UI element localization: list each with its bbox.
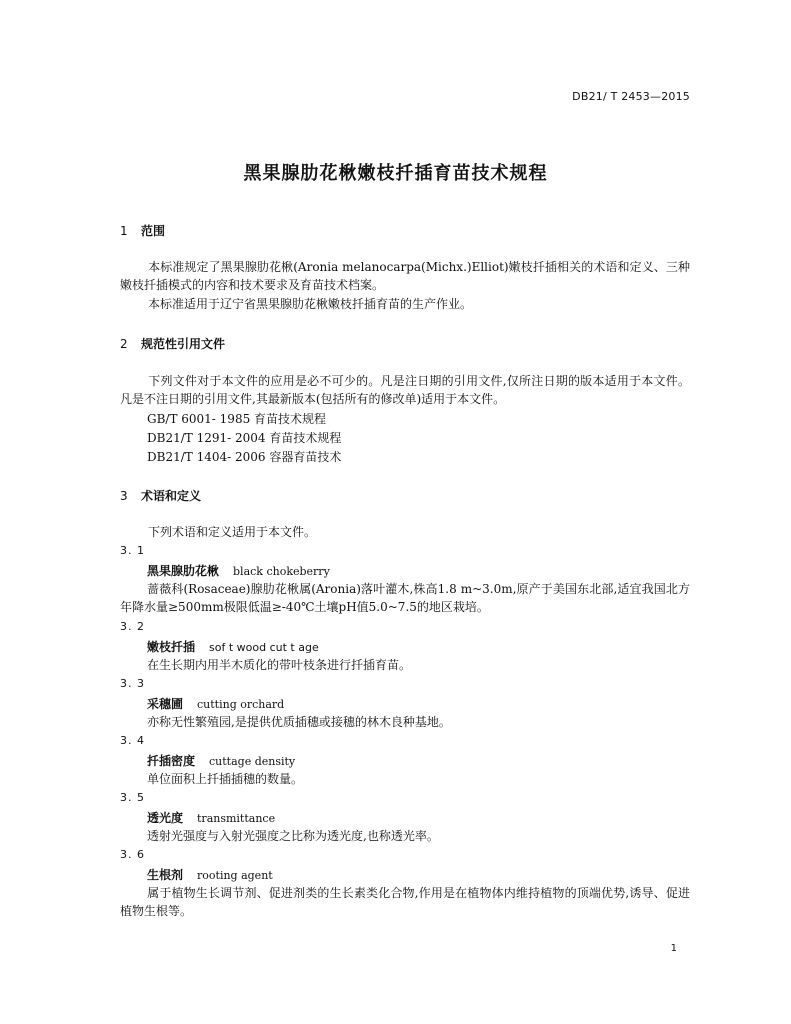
definition-text: 在生长期内用半木质化的带叶枝条进行扦插育苗。	[147, 658, 412, 672]
paragraph-text: 本标准适用于辽宁省黑果腺肋花楸嫩枝扦插育苗的生产作业。	[148, 297, 473, 311]
term-chinese: 嫩枝扦插	[147, 640, 196, 654]
term-english: black chokeberry	[233, 565, 330, 578]
section-number: 2	[120, 337, 128, 351]
term-definition	[120, 827, 690, 845]
section-number: 3	[120, 489, 128, 503]
section-title: 术语和定义	[141, 489, 202, 503]
paragraph-text: 本标准规定了黑果腺肋花楸(Aronia melanocarpa(Michx.)Elliot)嫩枝扦插相关的术语和定义、三种嫩枝扦插模式的内容和技术要求及育苗技术档案。	[120, 260, 690, 292]
term-definition	[120, 580, 690, 616]
paragraph	[120, 258, 690, 294]
term-entry	[147, 638, 319, 655]
term-english: cutting orchard	[197, 698, 285, 711]
term-number: 3. 5	[120, 791, 145, 804]
definition-text: 属于植物生长调节剂、促进剂类的生长素类化合物,作用是在植物体内维持植物的顶端优势,诱导、促进植物生根等。	[120, 886, 690, 918]
term-chinese: 透光度	[147, 811, 184, 825]
paragraph	[120, 523, 690, 541]
section-number: 1	[120, 224, 128, 238]
term-definition	[120, 770, 690, 788]
paragraph	[120, 372, 690, 408]
term-number: 3. 4	[120, 734, 145, 747]
term-definition	[120, 656, 690, 674]
term-chinese: 扦插密度	[147, 754, 196, 768]
term-number: 3. 1	[120, 544, 145, 557]
page-number: 1	[670, 943, 677, 954]
reference-item: DB21/T 1404- 2006 容器育苗技术	[147, 450, 342, 464]
term-english: transmittance	[197, 812, 276, 825]
definition-text: 亦称无性繁殖园,是提供优质插穗或接穗的林木良种基地。	[147, 715, 451, 729]
term-chinese: 黑果腺肋花楸	[147, 564, 220, 578]
paragraph	[120, 295, 690, 313]
term-entry	[147, 752, 295, 769]
definition-text: 透射光强度与入射光强度之比称为透光度,也称透光率。	[147, 829, 439, 843]
term-english: sof t wood cut t age	[209, 641, 319, 654]
paragraph-text: 下列术语和定义适用于本文件。	[148, 525, 317, 539]
section-heading-normative-references	[120, 335, 225, 352]
term-entry	[147, 809, 275, 826]
term-entry	[147, 866, 273, 883]
term-chinese: 生根剂	[147, 868, 184, 882]
paragraph-text: 下列文件对于本文件的应用是必不可少的。凡是注日期的引用文件,仅所注日期的版本适用于本文件。凡是不注日期的引用文件,其最新版本(包括所有的修改单)适用于本文件。	[120, 374, 690, 406]
section-heading-terms-definitions	[120, 487, 201, 504]
definition-text: 单位面积上扦插插穗的数量。	[147, 772, 304, 786]
section-title: 范围	[141, 224, 166, 238]
term-number: 3. 6	[120, 848, 145, 861]
section-heading-scope	[120, 222, 165, 239]
document-title: 黑果腺肋花楸嫩枝扦插育苗技术规程	[243, 163, 548, 184]
definition-text: 蔷薇科(Rosaceae)腺肋花楸属(Aronia)落叶灌木,株高1.8 m~3.0m,原产于美国东北部,适宜我国北方年降水量≥500mm极限低温≥-40℃土壤pH值5.0~7.5的地区栽培。	[120, 582, 690, 614]
term-definition	[120, 713, 690, 731]
standard-code: DB21/ T 2453—2015	[572, 90, 690, 103]
term-number: 3. 2	[120, 620, 145, 633]
term-definition	[120, 884, 690, 920]
term-entry	[147, 695, 284, 712]
term-entry	[147, 562, 330, 579]
term-english: cuttage density	[209, 755, 296, 768]
reference-item: GB/T 6001- 1985 育苗技术规程	[147, 412, 327, 426]
section-title: 规范性引用文件	[141, 337, 226, 351]
reference-item: DB21/T 1291- 2004 育苗技术规程	[147, 431, 342, 445]
term-number: 3. 3	[120, 677, 145, 690]
term-english: rooting agent	[197, 869, 273, 882]
term-chinese: 采穗圃	[147, 697, 184, 711]
